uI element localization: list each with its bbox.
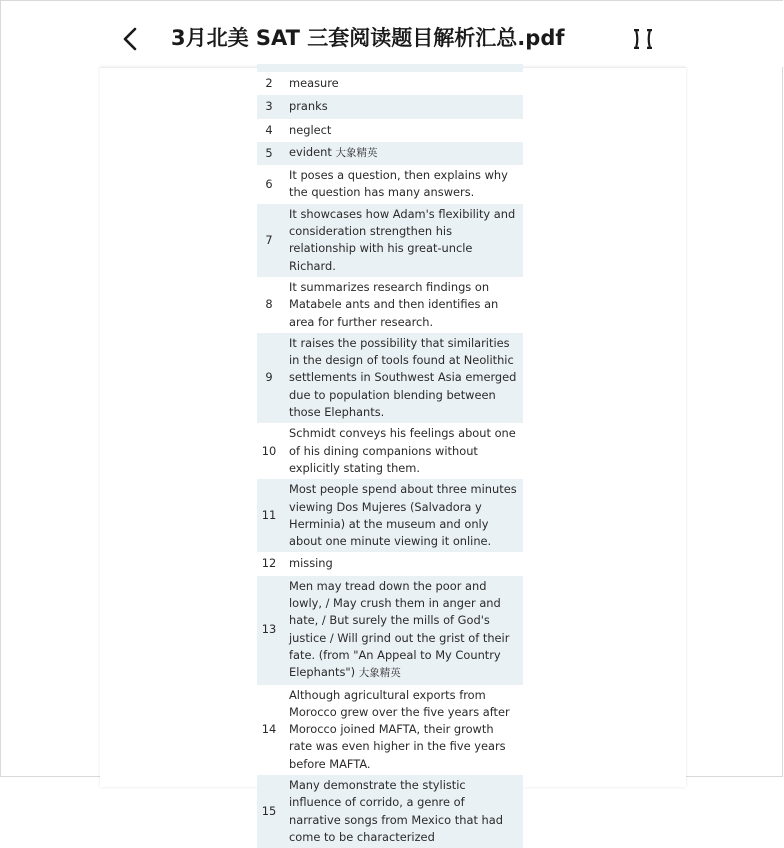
- question-number: 2: [257, 72, 281, 95]
- answer-cell: [281, 95, 523, 118]
- answer-cell: [281, 479, 523, 552]
- table-row: [257, 479, 523, 552]
- question-number: 14: [257, 685, 281, 775]
- table-row: [257, 72, 523, 95]
- answer-cell: [281, 576, 523, 685]
- question-number: 4: [257, 119, 281, 142]
- answer-text: Schmidt conveys his feelings about one of his dining companions without explicitly stating them.: [289, 426, 516, 475]
- table-row: [257, 685, 523, 775]
- answer-cell: [281, 72, 523, 95]
- table-row: [257, 64, 523, 72]
- answer-text: Men may tread down the poor and lowly, / May crush them in anger and hate, / But surely the mills of God's justice / Will grind out the grist of their fate. (from "An Appeal to My Country Elephants"): [289, 578, 510, 680]
- question-number: 5: [257, 142, 281, 165]
- table-row: [257, 95, 523, 118]
- table-row: [257, 576, 523, 685]
- answer-text: pranks: [289, 99, 328, 114]
- question-number: 6: [257, 165, 281, 204]
- answer-cell: [281, 142, 523, 165]
- answer-text: missing: [289, 556, 333, 571]
- answer-cell: [281, 119, 523, 142]
- answer-text: neglect: [289, 122, 332, 137]
- answer-text: It summarizes research findings on Matabele ants and then identifies an area for further research.: [289, 279, 499, 329]
- answer-cell: [281, 552, 523, 575]
- question-number: [257, 64, 281, 72]
- answer-text: It raises the possibility that similarities in the design of tools found at Neolithic settlements in Southwest Asia emerged due to population blending between those Elephants.: [289, 335, 517, 420]
- answer-text: It poses a question, then explains why the question has many answers.: [289, 168, 508, 200]
- question-number: 12: [257, 552, 281, 575]
- question-number: 3: [257, 95, 281, 118]
- question-number: 9: [257, 333, 281, 423]
- table-row: [257, 277, 523, 333]
- watermark-text: 大象精英: [335, 147, 378, 160]
- answer-cell: [281, 277, 523, 333]
- question-number: 7: [257, 204, 281, 277]
- answer-table: [257, 64, 523, 848]
- answer-cell: [281, 775, 523, 848]
- answer-text: It showcases how Adam's flexibility and consideration strengthen his relationship with his great-uncle Richard.: [289, 206, 516, 273]
- table-row: [257, 119, 523, 142]
- answer-text: Many demonstrate the stylistic influence of corrido, a genre of narrative songs from Mexico that had come to be characterized: [289, 777, 503, 844]
- answer-text: evident: [289, 145, 332, 160]
- top-bar: [1, 1, 784, 67]
- answer-text: Although agricultural exports from Morocco grew over the five years after Morocco joined MAFTA, their growth rate was even higher in the five years before MAFTA.: [289, 687, 510, 771]
- answer-cell: [281, 685, 523, 775]
- pdf-page: [100, 67, 686, 844]
- answer-cell: [281, 333, 523, 423]
- answer-cell: [281, 423, 523, 479]
- answer-text: Most people spend about three minutes viewing Dos Mujeres (Salvadora y Herminia) at the museum and only about one minute viewing it online.: [289, 482, 517, 549]
- expand-icon: [630, 26, 656, 52]
- question-number: 15: [257, 775, 281, 848]
- table-row: [257, 552, 523, 575]
- question-number: 8: [257, 277, 281, 333]
- document-title: 3月北美 SAT 三套阅读题目解析汇总.pdf: [171, 26, 565, 50]
- table-row: [257, 333, 523, 423]
- question-number: 10: [257, 423, 281, 479]
- back-button[interactable]: [111, 19, 151, 59]
- answer-cell: [281, 165, 523, 204]
- table-row: [257, 204, 523, 277]
- question-number: 11: [257, 479, 281, 552]
- table-row: [257, 423, 523, 479]
- question-number: 13: [257, 576, 281, 685]
- answer-text: measure: [289, 76, 339, 90]
- answer-cell: [281, 64, 523, 72]
- chevron-left-icon: [120, 26, 142, 52]
- table-row: [257, 142, 523, 165]
- expand-button[interactable]: [623, 19, 663, 59]
- watermark-text: 大象精英: [358, 667, 401, 680]
- answer-cell: [281, 204, 523, 277]
- table-row: [257, 165, 523, 204]
- table-row: [257, 775, 523, 848]
